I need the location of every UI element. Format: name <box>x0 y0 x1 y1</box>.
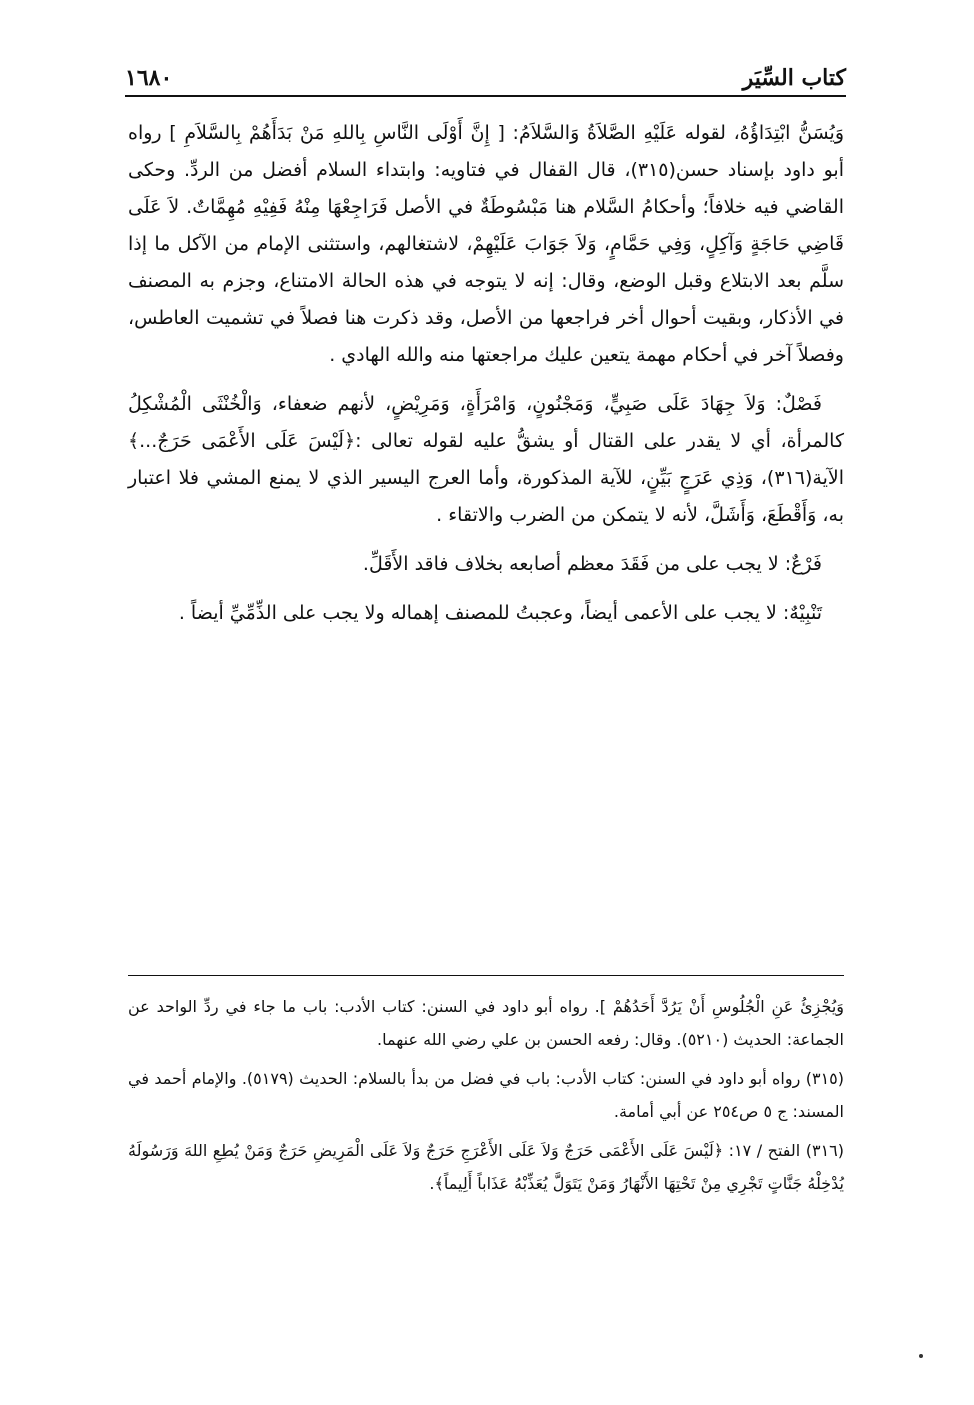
footnote-separator <box>128 975 844 976</box>
page-header <box>125 55 846 97</box>
footnote-continuation: وَيُجْزِئُ عَنِ الْجُلُوسِ أَنْ يَرُدَّ أَحَدُهُمْ ]. رواه أبو داود في السنن: كتاب الأدب: باب ما جاء في ردِّ الواحد عن الجماعة: الحديث (٥٢١٠). وقال: رفعه الحسن بن علي رضي الله عنهما. <box>128 997 844 1049</box>
footnotes <box>128 990 844 1206</box>
paragraph-salam: وَيُسَنُّ ابْتِدَاؤُهُ، لقوله عَلَيْهِ الصَّلاَةُ وَالسَّلاَمُ: [ إِنَّ أَوْلَى النَّاسِ بِاللهِ مَنْ بَدَأَهُمْ بِالسَّلاَمِ ] رواه أبو داود بإسناد حسن(٣١٥)، قال القفال في فتاويه: وابتداء السلام أفضل من الردِّ. وحكى القاضي فيه خلافاً؛ وأحكامُ السَّلام هنا مَبْسُوطَةٌ في الأصل فَرَاجِعْهَا مِنْهُ فَفِيْهِ مُهِمَّاتٌ. لاَ عَلَى قَاضِي حَاجَةٍ وَآكِلٍ، وَفِي حَمَّامٍ، وَلاَ جَوَابَ عَلَيْهِمْ، لاشتغالهم، واستثنى الإمام من الآكل ما إذا سلَّم بعد الابتلاع وقبل الوضع، وقال: إنه لا يتوجه في هذه الحالة الامتناع، وجزم به المصنف في الأذكار، وبقيت أحوال أخر فراجعها من الأصل، وقد ذكرت هنا فصلاً في تشميت العاطس، وفصلاً آخر في أحكام مهمة يتعين عليك مراجعتها منه والله الهادي . <box>128 122 844 366</box>
paragraph-tanbih: تَنْبِيْهٌ: لا يجب على الأعمى أيضاً، وعجبتُ للمصنف إهماله ولا يجب على الذِّمِّيِّ أيضاً . <box>178 602 822 624</box>
paragraph-far: فَرْعٌ: لا يجب على من فَقَدَ معظم أصابعه بخلاف فاقد الأَقَلِّ. <box>362 553 822 575</box>
page-number: ١٦٨٠ <box>125 65 173 91</box>
paragraph-jihad: فَصْلٌ: وَلاَ جِهَادَ عَلَى صَبِيٍّ، وَمَجْنُونٍ، وَامْرَأَةٍ، وَمَرِيْضٍ، لأنهم ضعفاء، وَالْخُنْثَى الْمُشْكِلُ كالمرأة، أي لا يقدر على القتال أو يشقُّ عليه لقوله تعالى :﴿لَيْسَ عَلَى الأَعْمَى حَرَجٌ...﴾ الآية(٣١٦)، وَذِي عَرَجٍ بَيِّنٍ، للآية المذكورة، وأما العرج اليسير الذي لا يمنع المشي فلا اعتبار به، وَأَقْطَعَ، وَأَشَلَّ، لأنه لا يتمكن من الضرب والاتقاء . <box>128 393 844 526</box>
footnote-316: (٣١٦) الفتح / ١٧: ﴿لَيْسَ عَلَى الأَعْمَى حَرَجٌ وَلاَ عَلَى الأَعْرَجِ حَرَجٌ وَلاَ عَلَى الْمَرِيضِ حَرَجٌ وَمَنْ يُطِعِ اللهَ وَرَسُولَهُ يُدْخِلْهُ جَنَّاتٍ تَجْرِي مِنْ تَحْتِهَا الأَنْهَارُ وَمَنْ يَتَوَلَّ يُعَذِّبْهُ عَذَاباً أَلِيماً﴾. <box>128 1141 844 1193</box>
book-title: كتاب السِّيَر <box>742 65 846 91</box>
main-text <box>128 115 844 644</box>
page-mark <box>919 1354 923 1358</box>
footnote-315: (٣١٥) رواه أبو داود في السنن: كتاب الأدب: باب في فضل من بدأ بالسلام: الحديث (٥١٧٩). والإمام أحمد في المسند: ج ٥ ص٢٥٤ عن أبي أمامة. <box>128 1069 845 1121</box>
